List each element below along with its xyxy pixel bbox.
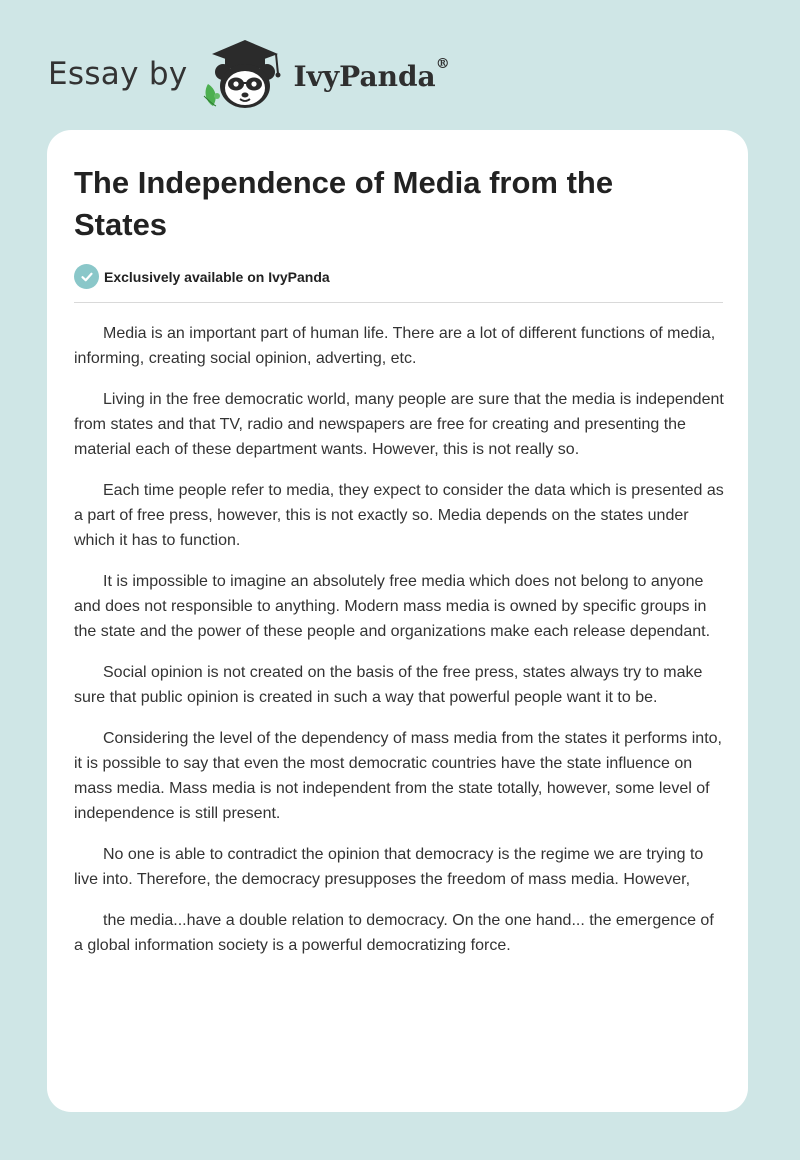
essay-body: [74, 321, 726, 974]
panda-logo-icon[interactable]: [198, 34, 290, 114]
essay-card: [47, 130, 748, 1112]
check-icon: [74, 264, 99, 289]
paragraph: No one is able to contradict the opinion that democracy is the regime we are trying to live into. Therefore, the democracy presupposes the freedom of mass media. However,: [74, 846, 704, 888]
essay-by-label: Essay by: [48, 56, 188, 92]
registered-mark: ®: [435, 55, 450, 72]
paragraph: Social opinion is not created on the basis of the free press, states always try to make sure that public opinion is created in such a way that powerful people want it to be.: [74, 664, 703, 706]
paragraph: Media is an important part of human life. There are a lot of different functions of media, informing, creating social opinion, adverting, etc.: [74, 325, 716, 367]
paragraph: It is impossible to imagine an absolutely free media which does not belong to anyone and does not responsible to anything. Modern mass media is owned by specific groups in the state and the power of these people and organizations make each release dependant.: [74, 573, 711, 640]
exclusive-badge: [74, 264, 330, 289]
brand-name[interactable]: IvyPanda®: [293, 55, 450, 93]
paragraph: the media...have a double relation to democracy. On the one hand... the emergence of a global information society is a powerful democratizing force.: [74, 912, 714, 954]
paragraph: Considering the level of the dependency of mass media from the states it performs into, it is possible to say that even the most democratic countries have the state influence on mass media. Mass media is not independent from the state totally, however, some level of independence is still present.: [74, 730, 722, 822]
paragraph: Each time people refer to media, they expect to consider the data which is presented as a part of free press, however, this is not exactly so. Media depends on the states under which it has to function.: [74, 482, 724, 549]
paragraph: Living in the free democratic world, many people are sure that the media is independent from states and that TV, radio and newspapers are free for creating and presenting the material each of these department wants. However, this is not really so.: [74, 391, 724, 458]
site-header: [48, 34, 450, 114]
exclusive-badge-label: Exclusively available on IvyPanda: [104, 268, 330, 285]
divider: [74, 302, 723, 303]
essay-title: The Independence of Media from the States: [74, 165, 614, 242]
